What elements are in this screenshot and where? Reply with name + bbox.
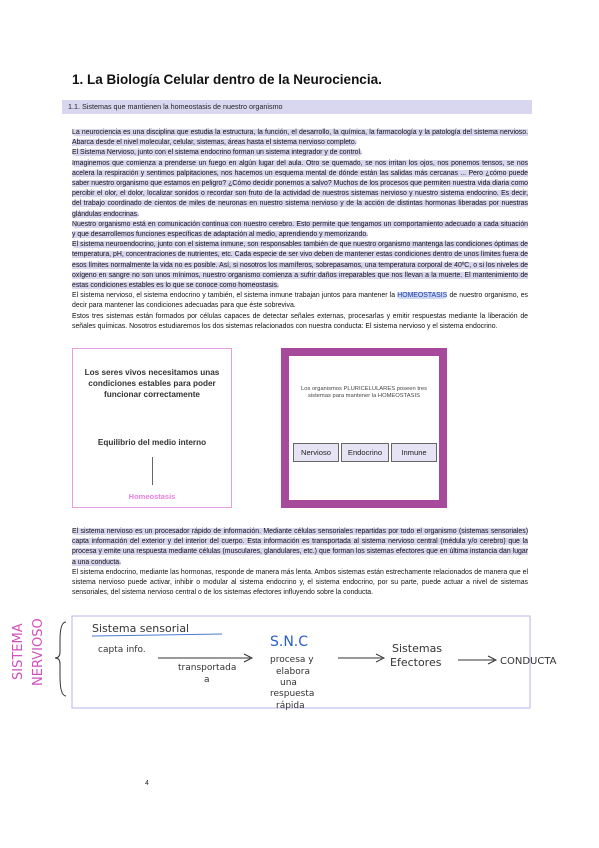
intro-text-block <box>72 128 528 332</box>
note-sistemas: Sistemas <box>392 642 443 655</box>
figure-inner-panel <box>289 356 439 500</box>
brace-icon <box>55 622 66 696</box>
note-procesa-2: elabora <box>276 667 310 677</box>
paragraph-celulas-capaces: Estos tres sistemas están formados por células capaces de detectar señales externas, procesarlas y emitir respuestas mediante la liberación de señales químicas. Nosotros estudiaremos los dos sistemas relacionados con nuestra conducta: El sistema nervioso y el sistema endocrino. <box>72 312 528 330</box>
paragraph-tres-sistemas: El sistema nervioso, el sistema endocrino y también, el sistema inmune trabajan juntos para mantener la HOMEOSTASIS de nuestro organismo, es decir para mantener las condiciones adecuadas para que éste sobreviva. <box>72 292 529 310</box>
figure-equilibrium-label: Equilibrio del medio interno <box>97 438 207 447</box>
box-inmune: Inmune <box>391 443 437 462</box>
paragraph-fuego-ejemplo: Imaginemos que comienza a prenderse un fuego en algún lugar del aula. Otro se quemado, se nos irritan los ojos, nos ponemos tensos, se nos acelera la respiración y sentimos palpitaciones, nos hacemos un esquema mental de dónde están las salidas más cercanas ... Pero ¿cómo puede saber nuestro organismo que estamos en peligro? ¿Cómo decidir ponernos a salvo? Muchos de los procesos que permiten nuestra vida diaria como percibir el olor, el dolor, localizar sonidos o recordar son fruto de la actividad de nuestros sistemas nervioso y nuestro sistema endocrino. Es decir, del trabajo coordinado de cientos de miles de neuronas en nuestro sistema nervioso y de la acción de distintas hormonas liberadas por nuestras glándulas endocrinas. <box>72 159 528 218</box>
handwritten-notes <box>0 600 599 720</box>
box-endocrino: Endocrino <box>341 443 389 462</box>
paragraph-endocrino: El sistema endocrino, mediante las hormonas, responde de manera más lenta. Ambos sistemas están estrechamente relacionados de manera que el sistema nervioso puede activar, inhibir o modular al sistema endocrino y, el sistema endocrino, por su parte, puede actuar a nivel de sistemas sensoriales, del sistema nervioso central o de los sistemas efectores influyendo sobre la conducta. <box>72 568 528 597</box>
figure-statement: Los seres vivos necesitamos unas condiciones estables para poder funcionar correctamente <box>84 368 220 399</box>
paragraph-homeostasis-definicion: El sistema neuroendocrino, junto con el sistema inmune, son responsables también de que nuestro organismo mantenga las condiciones óptimas de temperatura, pH, concentraciones de nutrientes, etc. Cada especie de ser vivo deben de mantener estas condiciones dentro de unos límites fuera de esos límites normalmente la vida no es posible. Así, si nosotros los mamíferos, sobrepasamos, una temperatura corporal de 40ºC, o si los niveles de oxígeno en sangre no son unos mínimos, nuestro organismo comienza a sufrir daños irreparables que nos llevan a la muerte. El mantenimiento de estas condiciones estables es lo que se conoce como homeostasis. <box>72 241 528 290</box>
three-systems-figure <box>281 348 447 508</box>
figure-connector-line <box>152 457 153 485</box>
side-label-sistema: SISTEMA <box>11 623 26 680</box>
note-procesa-1: procesa y <box>270 655 314 665</box>
paragraph-neurociencia: La neurociencia es una disciplina que estudia la estructura, la función, el desarrollo, la química, la farmacología y la patología del sistema nervioso. Abarca desde el nivel molecular, celular, sistemas, áreas hasta el sistema nervioso completo. <box>72 129 528 147</box>
note-capta: capta info. <box>98 645 146 655</box>
box-nervioso: Nervioso <box>293 443 339 462</box>
nervous-system-text-block <box>72 527 528 598</box>
note-efectores: Efectores <box>390 656 442 669</box>
note-procesa-3: una <box>280 678 297 688</box>
note-sistema-sensorial: Sistema sensorial <box>92 622 190 635</box>
paragraph-comunicacion: Nuestro organismo está en comunicación continua con nuestro cerebro. Esto permite que tengamos un comportamiento adecuado a cada situación y que desarrollemos funciones específicas de adaptación al medio, aprendiendo y memorizando. <box>72 220 528 239</box>
subsection-heading: 1.1. Sistemas que mantienen la homeostasis de nuestro organismo <box>62 100 532 114</box>
paragraph-sistema-integrador: El Sistema Nervioso, junto con el sistema endocrino forman un sistema integrador y de control. <box>72 149 362 157</box>
note-transporta-a: a <box>204 675 210 685</box>
note-transporta: transportada <box>178 663 237 673</box>
section-heading: 1. La Biología Celular dentro de la Neurociencia. <box>72 72 382 87</box>
page-number: 4 <box>145 780 149 787</box>
figure-homeostasis-label: Homeostasis <box>128 492 176 501</box>
note-snc: S.N.C <box>270 634 309 650</box>
homeostasis-figure <box>72 348 232 508</box>
paragraph-procesador: El sistema nervioso es un procesador rápido de información. Mediante células sensoriales repartidas por todo el organismo (sistemas sensoriales) capta información del exterior y del interior del cuerpo. Esta información es transportada al sistema nervioso central (médula y/o cerebro) que la procesa y emite una respuesta mediante células (musculares, glandulares, etc.) que forman los sistemas efectores que en última instancia dan lugar a una conducta. <box>72 528 528 566</box>
side-label-nervioso: NERVIOSO <box>31 618 46 686</box>
figure-lead-text: Los organismos PLURICELULARES poseen tres sistemas para mantener la HOMEOSTASIS <box>301 386 427 399</box>
note-procesa-5: rápida <box>276 701 305 711</box>
note-procesa-4: respuesta <box>270 689 315 699</box>
note-conducta: CONDUCTA <box>500 656 557 667</box>
